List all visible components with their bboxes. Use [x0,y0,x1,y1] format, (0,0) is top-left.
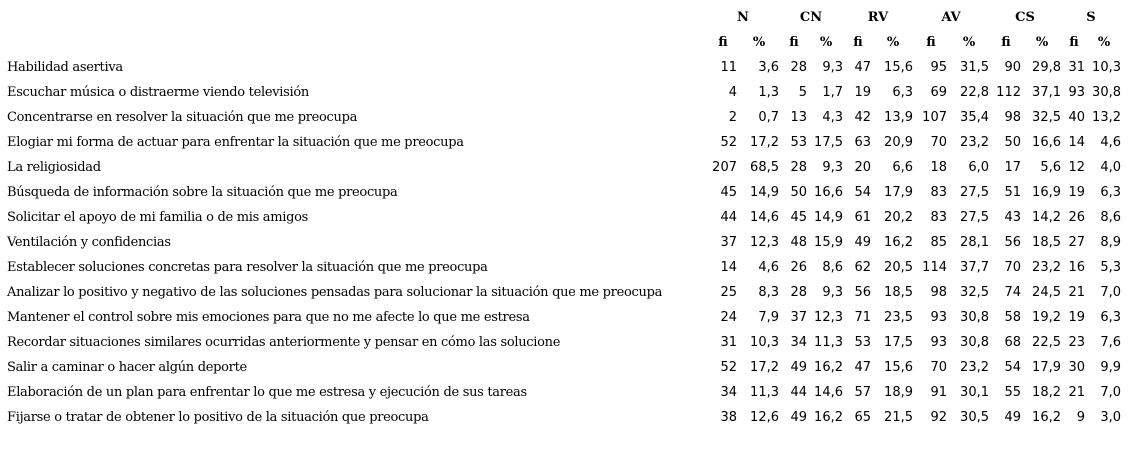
pct-cell: 28,1 [960,235,989,250]
table-row [4,130,1121,155]
pct-cell: 12,3 [750,235,779,250]
pct-cell: 7,9 [758,310,779,325]
pct-cell: 14,9 [814,210,843,225]
fi-cell: 25 [720,285,737,300]
table-row [4,330,1121,355]
table-row [4,280,1121,305]
pct-cell: 27,5 [960,185,989,200]
pct-cell: 37,7 [960,260,989,275]
fi-cell: 63 [854,135,871,150]
group-header-N: N [737,10,749,25]
table-row [4,255,1121,280]
pct-cell: 30,8 [960,335,989,350]
fi-cell: 114 [922,260,947,275]
fi-cell: 53 [790,135,807,150]
pct-cell: 12,3 [814,310,843,325]
pct-cell: 16,2 [1032,410,1061,425]
pct-cell: 12,6 [750,410,779,425]
fi-cell: 57 [854,385,871,400]
pct-cell: 9,3 [822,285,843,300]
fi-cell: 17 [1004,160,1021,175]
pct-cell: 32,5 [960,285,989,300]
fi-cell: 5 [798,85,807,100]
fi-cell: 70 [930,360,947,375]
pct-cell: 6,3 [1100,185,1121,200]
fi-cell: 93 [930,335,947,350]
header-blank [4,5,707,30]
fi-cell: 38 [720,410,737,425]
fi-cell: 28 [790,285,807,300]
pct-cell: 14,6 [750,210,779,225]
pct-cell: 10,3 [750,335,779,350]
pct-cell: 24,5 [1032,285,1061,300]
pct-cell: 16,2 [814,410,843,425]
fi-cell: 107 [922,110,947,125]
pct-cell: 37,1 [1032,85,1061,100]
pct-cell: 17,5 [814,135,843,150]
row-label: Analizar lo positivo y negativo de las soluciones pensadas para solucionar la situación que me preocupa [7,285,663,300]
pct-cell: 8,9 [1100,235,1121,250]
fi-cell: 58 [1004,310,1021,325]
pct-cell: 20,5 [884,260,913,275]
subheader-fi: fi [926,35,936,50]
pct-cell: 7,0 [1100,385,1121,400]
fi-cell: 47 [854,360,871,375]
fi-cell: 34 [720,385,737,400]
subheader-pct: % [962,35,976,50]
row-label: Concentrarse en resolver la situación que me preocupa [7,110,358,125]
pct-cell: 68,5 [750,160,779,175]
pct-cell: 17,9 [1032,360,1061,375]
pct-cell: 8,3 [758,285,779,300]
fi-cell: 70 [930,135,947,150]
pct-cell: 13,2 [1092,110,1121,125]
fi-cell: 49 [790,360,807,375]
fi-cell: 4 [728,85,737,100]
pct-cell: 15,6 [884,360,913,375]
fi-cell: 12 [1068,160,1085,175]
table-row [4,355,1121,380]
fi-cell: 45 [720,185,737,200]
fi-cell: 28 [790,60,807,75]
pct-cell: 6,3 [892,85,913,100]
fi-cell: 43 [1004,210,1021,225]
pct-cell: 30,8 [1092,85,1121,100]
table-row [4,205,1121,230]
fi-cell: 112 [996,85,1021,100]
fi-cell: 19 [1068,310,1085,325]
pct-cell: 22,8 [960,85,989,100]
pct-cell: 16,9 [1032,185,1061,200]
pct-cell: 6,3 [1100,310,1121,325]
fi-cell: 52 [720,135,737,150]
fi-cell: 98 [1004,110,1021,125]
fi-cell: 18 [930,160,947,175]
pct-cell: 16,2 [884,235,913,250]
fi-cell: 49 [1004,410,1021,425]
pct-cell: 4,0 [1100,160,1121,175]
row-label: Mantener el control sobre mis emociones para que no me afecte lo que me estresa [7,310,530,325]
fi-cell: 85 [930,235,947,250]
row-label: Fijarse o tratar de obtener lo positivo de la situación que preocupa [7,410,429,425]
fi-cell: 53 [854,335,871,350]
pct-cell: 4,6 [1100,135,1121,150]
pct-cell: 16,6 [1032,135,1061,150]
pct-cell: 7,0 [1100,285,1121,300]
fi-cell: 16 [1068,260,1085,275]
table-row [4,405,1121,430]
subheader-fi: fi [718,35,728,50]
pct-cell: 5,6 [1040,160,1061,175]
fi-cell: 40 [1068,110,1085,125]
subheader-fi: fi [853,35,863,50]
fi-cell: 93 [930,310,947,325]
group-header-RV: RV [867,10,889,25]
table-row [4,180,1121,205]
pct-cell: 7,6 [1100,335,1121,350]
subheader-fi: fi [789,35,799,50]
group-header-CS: CS [1015,10,1035,25]
fi-cell: 49 [790,410,807,425]
fi-cell: 19 [1068,185,1085,200]
fi-cell: 50 [1004,135,1021,150]
fi-cell: 21 [1068,285,1085,300]
fi-cell: 23 [1068,335,1085,350]
table-row [4,55,1121,80]
fi-cell: 11 [720,60,737,75]
fi-cell: 56 [1004,235,1021,250]
pct-cell: 31,5 [960,60,989,75]
table-row [4,155,1121,180]
fi-cell: 69 [930,85,947,100]
fi-cell: 83 [930,185,947,200]
fi-cell: 37 [720,235,737,250]
pct-cell: 23,2 [960,135,989,150]
table-row [4,80,1121,105]
fi-cell: 44 [790,385,807,400]
fi-cell: 28 [790,160,807,175]
pct-cell: 11,3 [814,335,843,350]
fi-cell: 90 [1004,60,1021,75]
fi-cell: 13 [790,110,807,125]
subheader-pct: % [1035,35,1049,50]
fi-cell: 19 [854,85,871,100]
pct-cell: 23,2 [1032,260,1061,275]
pct-cell: 8,6 [1100,210,1121,225]
fi-cell: 51 [1004,185,1021,200]
fi-cell: 31 [1068,60,1085,75]
pct-cell: 14,9 [750,185,779,200]
fi-cell: 42 [854,110,871,125]
pct-cell: 3,6 [758,60,779,75]
pct-cell: 21,5 [884,410,913,425]
pct-cell: 17,2 [750,360,779,375]
pct-cell: 5,3 [1100,260,1121,275]
pct-cell: 18,2 [1032,385,1061,400]
fi-cell: 26 [1068,210,1085,225]
pct-cell: 22,5 [1032,335,1061,350]
pct-cell: 4,3 [822,110,843,125]
fi-cell: 207 [712,160,737,175]
pct-cell: 30,5 [960,410,989,425]
fi-cell: 95 [930,60,947,75]
fi-cell: 14 [720,260,737,275]
fi-cell: 26 [790,260,807,275]
subheader-row [4,30,1121,55]
row-label: Elogiar mi forma de actuar para enfrentar la situación que me preocupa [7,135,464,150]
pct-cell: 13,9 [884,110,913,125]
fi-cell: 47 [854,60,871,75]
fi-cell: 20 [854,160,871,175]
row-label: Recordar situaciones similares ocurridas anteriormente y pensar en cómo las solucione [7,335,561,350]
subheader-blank [4,30,707,55]
pct-cell: 32,5 [1032,110,1061,125]
pct-cell: 15,9 [814,235,843,250]
fi-cell: 50 [790,185,807,200]
table-row [4,230,1121,255]
pct-cell: 9,3 [822,60,843,75]
pct-cell: 15,6 [884,60,913,75]
table-row [4,380,1121,405]
pct-cell: 6,6 [892,160,913,175]
fi-cell: 65 [854,410,871,425]
fi-cell: 92 [930,410,947,425]
pct-cell: 9,3 [822,160,843,175]
row-label: Salir a caminar o hacer algún deporte [7,360,247,375]
pct-cell: 23,5 [884,310,913,325]
fi-cell: 52 [720,360,737,375]
table-body [4,55,1121,430]
fi-cell: 70 [1004,260,1021,275]
pct-cell: 19,2 [1032,310,1061,325]
pct-cell: 18,5 [884,285,913,300]
fi-cell: 55 [1004,385,1021,400]
fi-cell: 83 [930,210,947,225]
pct-cell: 11,3 [750,385,779,400]
row-label: Escuchar música o distraerme viendo televisión [7,85,309,100]
fi-cell: 61 [854,210,871,225]
fi-cell: 24 [720,310,737,325]
group-header-row [4,5,1121,30]
fi-cell: 98 [930,285,947,300]
pct-cell: 17,5 [884,335,913,350]
fi-cell: 44 [720,210,737,225]
row-label: Ventilación y confidencias [7,235,171,250]
subheader-pct: % [1097,35,1111,50]
pct-cell: 17,9 [884,185,913,200]
fi-cell: 93 [1068,85,1085,100]
fi-cell: 74 [1004,285,1021,300]
fi-cell: 49 [854,235,871,250]
table-row [4,305,1121,330]
group-header-AV: AV [941,10,961,25]
fi-cell: 2 [728,110,737,125]
pct-cell: 8,6 [822,260,843,275]
subheader-fi: fi [1069,35,1079,50]
fi-cell: 9 [1076,410,1085,425]
table-row [4,105,1121,130]
pct-cell: 27,5 [960,210,989,225]
pct-cell: 9,9 [1100,360,1121,375]
row-label: Solicitar el apoyo de mi familia o de mis amigos [7,210,309,225]
pct-cell: 30,8 [960,310,989,325]
group-header-CN: CN [799,10,823,25]
fi-cell: 54 [854,185,871,200]
pct-cell: 6,0 [968,160,989,175]
pct-cell: 18,9 [884,385,913,400]
pct-cell: 16,6 [814,185,843,200]
fi-cell: 62 [854,260,871,275]
fi-cell: 54 [1004,360,1021,375]
row-label: Búsqueda de información sobre la situación que me preocupa [7,185,398,200]
pct-cell: 10,3 [1092,60,1121,75]
pct-cell: 29,8 [1032,60,1061,75]
fi-cell: 30 [1068,360,1085,375]
fi-cell: 71 [854,310,871,325]
row-label: La religiosidad [7,160,101,175]
fi-cell: 37 [790,310,807,325]
pct-cell: 35,4 [960,110,989,125]
row-label: Habilidad asertiva [7,60,123,75]
pct-cell: 18,5 [1032,235,1061,250]
row-label: Establecer soluciones concretas para resolver la situación que me preocupa [7,260,488,275]
pct-cell: 17,2 [750,135,779,150]
fi-cell: 21 [1068,385,1085,400]
pct-cell: 1,3 [758,85,779,100]
subheader-pct: % [752,35,766,50]
fi-cell: 14 [1068,135,1085,150]
pct-cell: 20,2 [884,210,913,225]
pct-cell: 20,9 [884,135,913,150]
pct-cell: 16,2 [814,360,843,375]
fi-cell: 27 [1068,235,1085,250]
subheader-pct: % [886,35,900,50]
fi-cell: 48 [790,235,807,250]
pct-cell: 4,6 [758,260,779,275]
fi-cell: 45 [790,210,807,225]
pct-cell: 0,7 [758,110,779,125]
fi-cell: 68 [1004,335,1021,350]
pct-cell: 23,2 [960,360,989,375]
coping-strategies-table [4,5,1121,430]
fi-cell: 56 [854,285,871,300]
pct-cell: 3,0 [1100,410,1121,425]
pct-cell: 14,2 [1032,210,1061,225]
fi-cell: 91 [930,385,947,400]
pct-cell: 14,6 [814,385,843,400]
fi-cell: 34 [790,335,807,350]
subheader-pct: % [819,35,833,50]
row-label: Elaboración de un plan para enfrentar lo que me estresa y ejecución de sus tareas [7,385,527,400]
pct-cell: 1,7 [822,85,843,100]
group-header-S: S [1086,10,1096,25]
fi-cell: 31 [720,335,737,350]
subheader-fi: fi [1001,35,1011,50]
pct-cell: 30,1 [960,385,989,400]
